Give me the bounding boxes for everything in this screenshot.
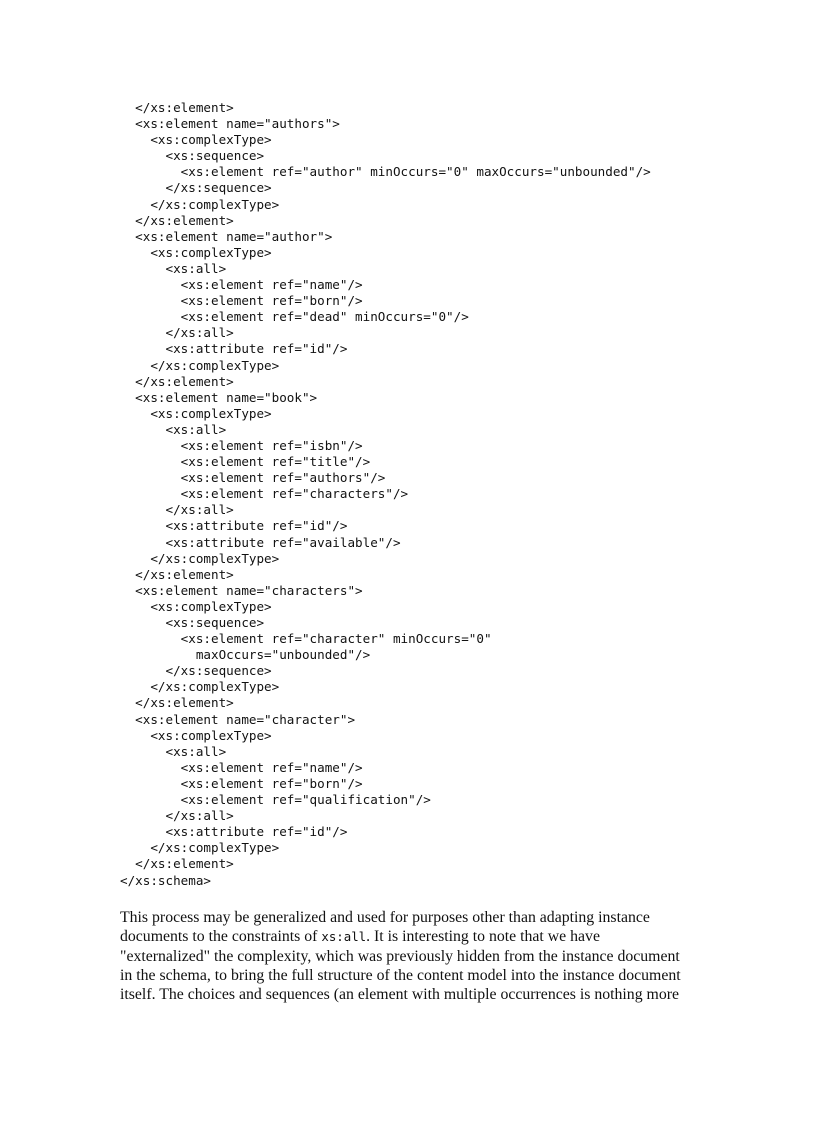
code-line: </xs:element> <box>120 100 234 115</box>
code-line: <xs:complexType> <box>120 132 272 148</box>
xml-schema-code-listing <box>120 100 651 889</box>
paragraph-line <box>120 927 720 946</box>
code-line: <xs:element ref="qualification"/> <box>120 792 431 808</box>
code-line: <xs:element ref="isbn"/> <box>120 437 363 453</box>
body-paragraph <box>120 908 720 1004</box>
code-line: </xs:all> <box>120 808 234 824</box>
code-line: <xs:element name="authors"> <box>120 116 340 132</box>
code-line: <xs:element ref="name"/> <box>120 277 363 293</box>
code-line: <xs:element ref="authors"/> <box>120 470 386 486</box>
code-line: <xs:element ref="born"/> <box>120 293 363 309</box>
code-line: <xs:attribute ref="id"/> <box>120 341 348 357</box>
code-line: </xs:complexType> <box>120 357 280 373</box>
code-line: <xs:element ref="characters"/> <box>120 486 409 502</box>
code-line: <xs:complexType> <box>120 727 272 743</box>
paragraph-line: itself. The choices and sequences (an element with multiple occurrences is nothing more <box>120 986 679 1004</box>
inline-code-xs-all: xs:all <box>321 929 367 945</box>
code-line: <xs:attribute ref="available"/> <box>120 534 401 550</box>
code-line: </xs:element> <box>120 856 234 872</box>
code-line: <xs:complexType> <box>120 244 272 260</box>
code-line: <xs:attribute ref="id"/> <box>120 824 348 840</box>
code-line: <xs:complexType> <box>120 405 272 421</box>
code-line: </xs:sequence> <box>120 663 272 679</box>
code-line: <xs:element name="book"> <box>120 389 318 405</box>
paragraph-text: . It is interesting to note that we have <box>366 928 600 946</box>
paragraph-line: "externalized" the complexity, which was previously hidden from the instance document <box>120 947 680 965</box>
code-line: </xs:element> <box>120 212 234 228</box>
code-line: <xs:element ref="author" minOccurs="0" maxOccurs="unbounded"/> <box>120 164 651 180</box>
code-line: </xs:complexType> <box>120 679 280 695</box>
code-line: <xs:all> <box>120 421 227 437</box>
code-line: <xs:complexType> <box>120 598 272 614</box>
code-line: </xs:complexType> <box>120 550 280 566</box>
code-line: </xs:all> <box>120 502 234 518</box>
code-line: </xs:complexType> <box>120 196 280 212</box>
code-line: <xs:element name="characters"> <box>120 582 363 598</box>
code-line: </xs:schema> <box>120 872 211 888</box>
code-line: <xs:element ref="name"/> <box>120 759 363 775</box>
paragraph-text: documents to the constraints of <box>120 928 322 946</box>
code-line: <xs:element ref="character" minOccurs="0" <box>120 631 492 647</box>
code-line: </xs:complexType> <box>120 840 280 856</box>
code-line: <xs:sequence> <box>120 615 265 630</box>
code-line: </xs:element> <box>120 695 234 711</box>
code-line: </xs:all> <box>120 325 234 341</box>
code-line: </xs:sequence> <box>120 180 272 196</box>
code-line: </xs:element> <box>120 566 234 582</box>
code-line: <xs:element name="author"> <box>120 228 333 244</box>
code-line: <xs:element ref="title"/> <box>120 454 371 470</box>
paragraph-line: in the schema, to bring the full structure of the content model into the instance document <box>120 966 681 984</box>
code-line: <xs:all> <box>120 260 227 276</box>
paragraph-line: This process may be generalized and used for purposes other than adapting instance <box>120 909 650 926</box>
code-line: </xs:element> <box>120 373 234 389</box>
code-line: <xs:element ref="dead" minOccurs="0"/> <box>120 309 469 325</box>
code-line: <xs:element name="character"> <box>120 711 356 727</box>
code-line: maxOccurs="unbounded"/> <box>120 647 371 663</box>
code-line: <xs:all> <box>120 743 227 759</box>
code-line: <xs:attribute ref="id"/> <box>120 518 348 534</box>
code-line: <xs:sequence> <box>120 148 265 164</box>
code-line: <xs:element ref="born"/> <box>120 775 363 791</box>
